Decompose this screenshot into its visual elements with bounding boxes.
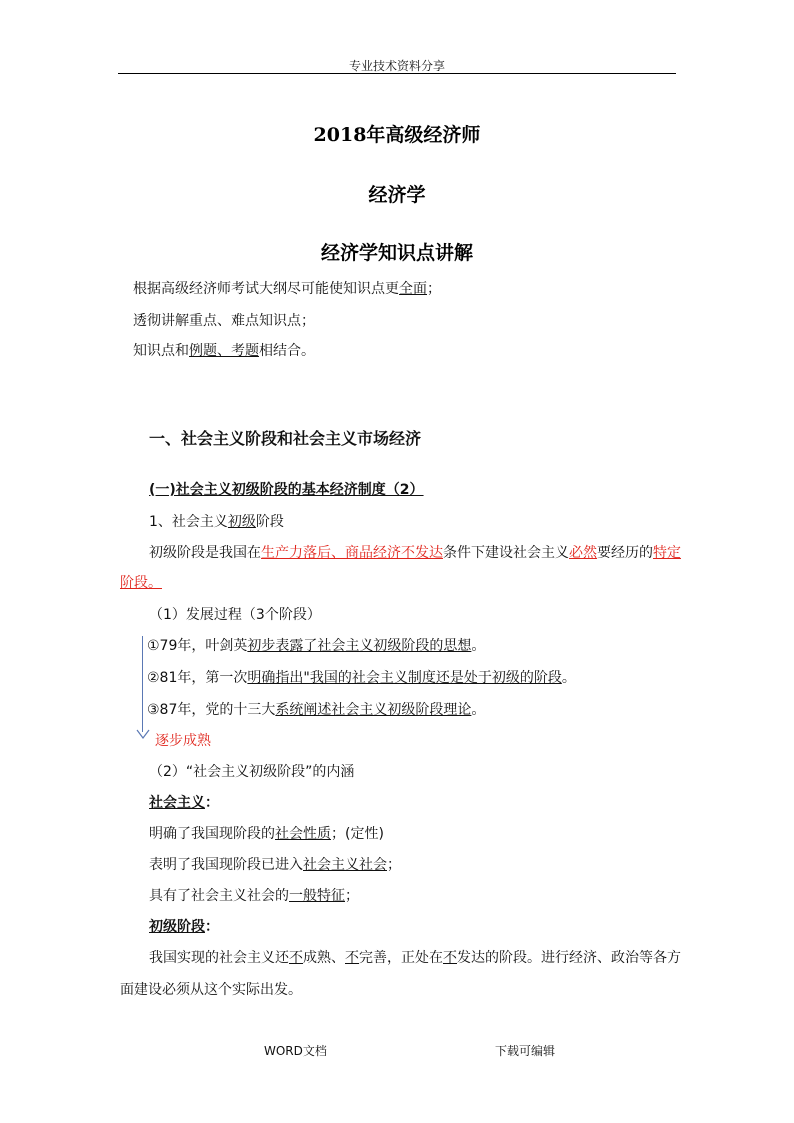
meaning-text: ； — [345, 888, 359, 904]
meaning-underlined: 社会性质 — [275, 826, 331, 842]
label-colon: ： — [205, 795, 219, 811]
header-rule — [118, 73, 676, 74]
footer-left: WORD文档 — [264, 1044, 327, 1058]
step-text: ①79年，叶剑英 — [147, 638, 248, 654]
item-title — [149, 512, 284, 532]
meaning-text: 明确了我国现阶段的 — [149, 826, 275, 842]
item-title-text: 阶段 — [255, 514, 284, 530]
definition-highlight: 必然 — [569, 545, 597, 561]
process-step-3 — [147, 700, 485, 720]
process-heading: （1）发展过程（3个阶段） — [149, 607, 321, 623]
step-text: ②81年，第一次 — [147, 670, 248, 686]
intro-text: 相结合。 — [259, 343, 315, 359]
meaning-underlined: 社会主义社会 — [303, 857, 387, 873]
primary-underlined: 不 — [345, 950, 359, 966]
process-step-2 — [147, 668, 576, 688]
primary-text: 成熟、 — [303, 950, 345, 966]
meaning-line-1 — [149, 824, 384, 844]
step-text: ③87年，党的十三大 — [147, 702, 276, 718]
primary-text: 发达的阶段。进行经济、政治等各方 — [457, 950, 681, 966]
definition-text: 条件下建设社会主义 — [443, 545, 569, 561]
definition-highlight: 特定 — [653, 545, 681, 561]
meaning-heading: （2）“社会主义初级阶段”的内涵 — [149, 764, 355, 780]
label-colon: ： — [205, 919, 219, 935]
intro-text: 根据高级经济师考试大纲尽可能使知识点更 — [133, 281, 399, 297]
definition-line-1 — [149, 543, 681, 563]
primary-stage-line-1 — [149, 948, 681, 968]
step-text: 。 — [471, 638, 486, 654]
intro-line-3 — [133, 341, 315, 361]
document-title: 2018年高级经济师 — [313, 124, 481, 146]
step-underlined: 初步表露了社会主义初级阶段的思想 — [247, 638, 472, 654]
footer-right: 下载可编辑 — [495, 1044, 556, 1058]
intro-text: ； — [427, 281, 441, 297]
primary-stage-line-2: 面建设必须从这个实际出发。 — [120, 982, 302, 998]
intro-line-1 — [133, 279, 441, 299]
step-text: 。 — [561, 670, 576, 686]
item-title-underlined: 初级 — [227, 514, 256, 530]
meaning-line-2 — [149, 855, 401, 875]
meaning-underlined: 一般特征 — [289, 888, 345, 904]
page-header: 专业技术资料分享 — [348, 59, 445, 73]
section-heading: 一、社会主义阶段和社会主义市场经济 — [149, 429, 422, 448]
meaning-text: 具有了社会主义社会的 — [149, 888, 289, 904]
primary-text: 完善，正处在 — [359, 950, 443, 966]
meaning-text: ； — [387, 857, 401, 873]
primary-underlined: 不 — [443, 950, 457, 966]
definition-text: 初级阶段是我国在 — [149, 545, 261, 561]
definition-text: 要经历的 — [597, 545, 653, 561]
subsection-heading: (一)社会主义初级阶段的基本经济制度（2） — [149, 482, 424, 498]
socialism-label-text: 社会主义 — [149, 795, 205, 811]
definition-line-2: 阶段。 — [120, 575, 162, 591]
intro-underlined: 全面 — [399, 281, 427, 297]
timeline-line — [142, 636, 143, 732]
step-underlined: 系统阐述社会主义初级阶段理论 — [275, 702, 472, 718]
intro-text: 知识点和 — [133, 343, 189, 359]
subtitle: 经济学知识点讲解 — [320, 242, 473, 264]
primary-text: 我国实现的社会主义还 — [149, 950, 289, 966]
primary-stage-label — [149, 917, 219, 937]
meaning-text: ；(定性) — [331, 826, 384, 842]
maturing-note: 逐步成熟 — [155, 733, 211, 749]
step-text: 。 — [471, 702, 486, 718]
primary-stage-label-text: 初级阶段 — [149, 919, 205, 935]
timeline-arrow-icon — [136, 726, 150, 740]
intro-line-2: 透彻讲解重点、难点知识点； — [133, 313, 315, 329]
socialism-label — [149, 793, 219, 813]
primary-underlined: 不 — [289, 950, 303, 966]
meaning-text: 表明了我国现阶段已进入 — [149, 857, 303, 873]
definition-highlight: 生产力落后、商品经济不发达 — [261, 545, 443, 561]
subject-title: 经济学 — [368, 184, 426, 206]
meaning-line-3 — [149, 886, 359, 906]
process-step-1 — [147, 636, 485, 656]
step-underlined: 明确指出"我国的社会主义制度还是处于初级的阶段 — [247, 670, 562, 686]
item-title-text: 1、社会主义 — [149, 514, 228, 530]
intro-underlined: 例题、考题 — [189, 343, 259, 359]
